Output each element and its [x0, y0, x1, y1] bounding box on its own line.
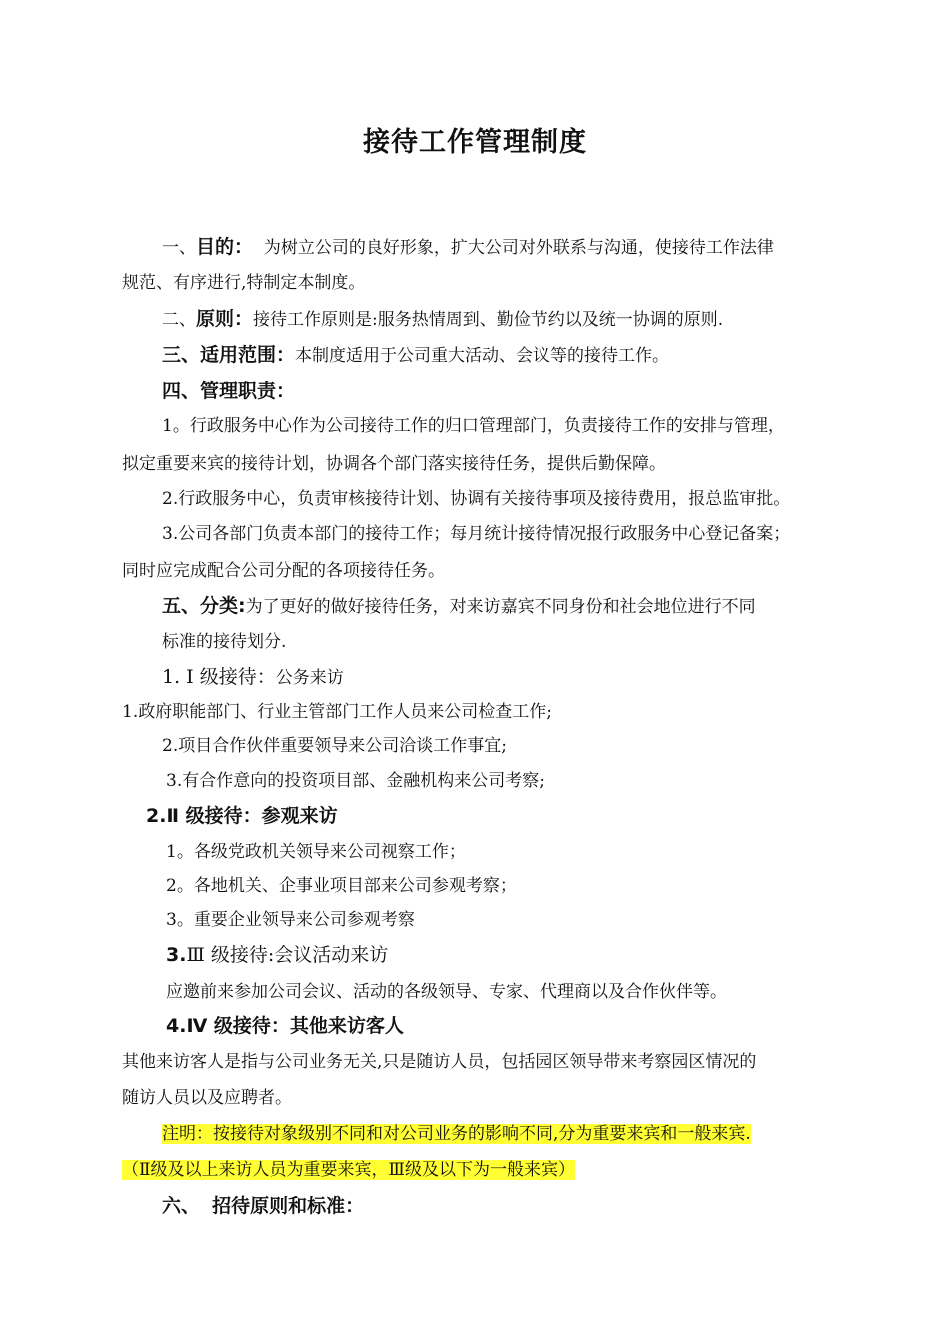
level-2-item: 2。各地机关、企事业项目部来公司参观考察；	[166, 876, 517, 896]
section-3-line	[162, 343, 669, 368]
section-6-heading: 招待原则和标准：	[212, 1195, 365, 1217]
section-4-item: 同时应完成配合公司分配的各项接待任务。	[122, 561, 445, 581]
section-2-line	[162, 307, 723, 332]
level-3-sub: Ⅲ 级接待:会议活动来访	[186, 944, 389, 966]
note-highlight: 注明：按接待对象级别不同和对公司业务的影响不同,分为重要来宾和一般来宾.	[162, 1124, 751, 1144]
section-4-item: 1。行政服务中心作为公司接待工作的归口管理部门，负责接待工作的安排与管理，	[162, 416, 785, 436]
section-6-label: 六、	[162, 1195, 201, 1217]
level-3-text: 应邀前来参加公司会议、活动的各级领导、专家、代理商以及合作伙伴等。	[166, 982, 727, 1002]
level-3-line	[166, 943, 388, 967]
section-1-label: 一、	[162, 238, 196, 258]
section-1-text: 为树立公司的良好形象，扩大公司对外联系与沟通，使接待工作法律	[263, 238, 774, 258]
level-3-heading: 3.	[166, 944, 187, 966]
note-highlight: （Ⅱ级及以上来访人员为重要来宾，Ⅲ级及以下为一般来宾）	[122, 1160, 575, 1180]
level-1-item: 2.项目合作伙伴重要领导来公司洽谈工作事宜;	[162, 736, 507, 756]
section-5-heading: 五、分类:	[162, 595, 246, 617]
section-4-heading: 四、管理职责：	[162, 380, 296, 402]
section-1-heading: 目的：	[196, 236, 254, 258]
level-1-sub: 公务来访	[275, 668, 344, 688]
section-4-item: 拟定重要来宾的接待计划，协调各个部门落实接待任务，提供后勤保障。	[122, 454, 666, 474]
level-4-heading: 4.Ⅳ 级接待：其他来访客人	[166, 1015, 404, 1037]
level-1-item: 1.政府职能部门、行业主管部门工作人员来公司检查工作;	[122, 702, 552, 722]
level-4-continuation: 随访人员以及应聘者。	[122, 1088, 292, 1108]
section-4-item: 2.行政服务中心，负责审核接待计划、协调有关接待事项及接待费用，报总监审批。	[162, 489, 791, 509]
level-1-line	[162, 665, 344, 690]
level-1-item: 3.有合作意向的投资项目部、金融机构来公司考察;	[166, 771, 545, 791]
section-4-item: 3.公司各部门负责本部门的接待工作；每月统计接待情况报行政服务中心登记备案；	[162, 524, 791, 544]
section-5-line	[162, 594, 756, 619]
section-2-text: 接待工作原则是:服务热情周到、勤俭节约以及统一协调的原则.	[253, 310, 724, 330]
page-title: 接待工作管理制度	[363, 127, 587, 158]
level-2-item: 1。各级党政机关领导来公司视察工作；	[166, 842, 466, 862]
section-5-text: 为了更好的做好接待任务，对来访嘉宾不同身份和社会地位进行不同	[245, 597, 756, 617]
section-1-line	[162, 235, 774, 260]
level-2-heading: 2.Ⅱ 级接待：参观来访	[146, 805, 338, 827]
level-2-item: 3。重要企业领导来公司参观考察	[166, 910, 415, 930]
level-1-heading: 1. Ⅰ 级接待：	[162, 666, 276, 688]
note-line-1	[162, 1122, 751, 1146]
note-line-2	[122, 1158, 575, 1182]
section-3-text: 本制度适用于公司重大活动、会议等的接待工作。	[295, 346, 670, 366]
level-4-text: 其他来访客人是指与公司业务无关,只是随访人员，包括园区领导带来考察园区情况的	[122, 1052, 757, 1072]
section-2-label: 二、	[162, 310, 196, 330]
section-1-continuation: 规范、有序进行,特制定本制度。	[122, 273, 366, 293]
section-2-heading: 原则：	[196, 308, 254, 330]
section-6-line	[162, 1194, 364, 1218]
section-3-heading: 三、适用范围：	[162, 344, 296, 366]
section-5-continuation: 标准的接待划分.	[162, 632, 287, 652]
